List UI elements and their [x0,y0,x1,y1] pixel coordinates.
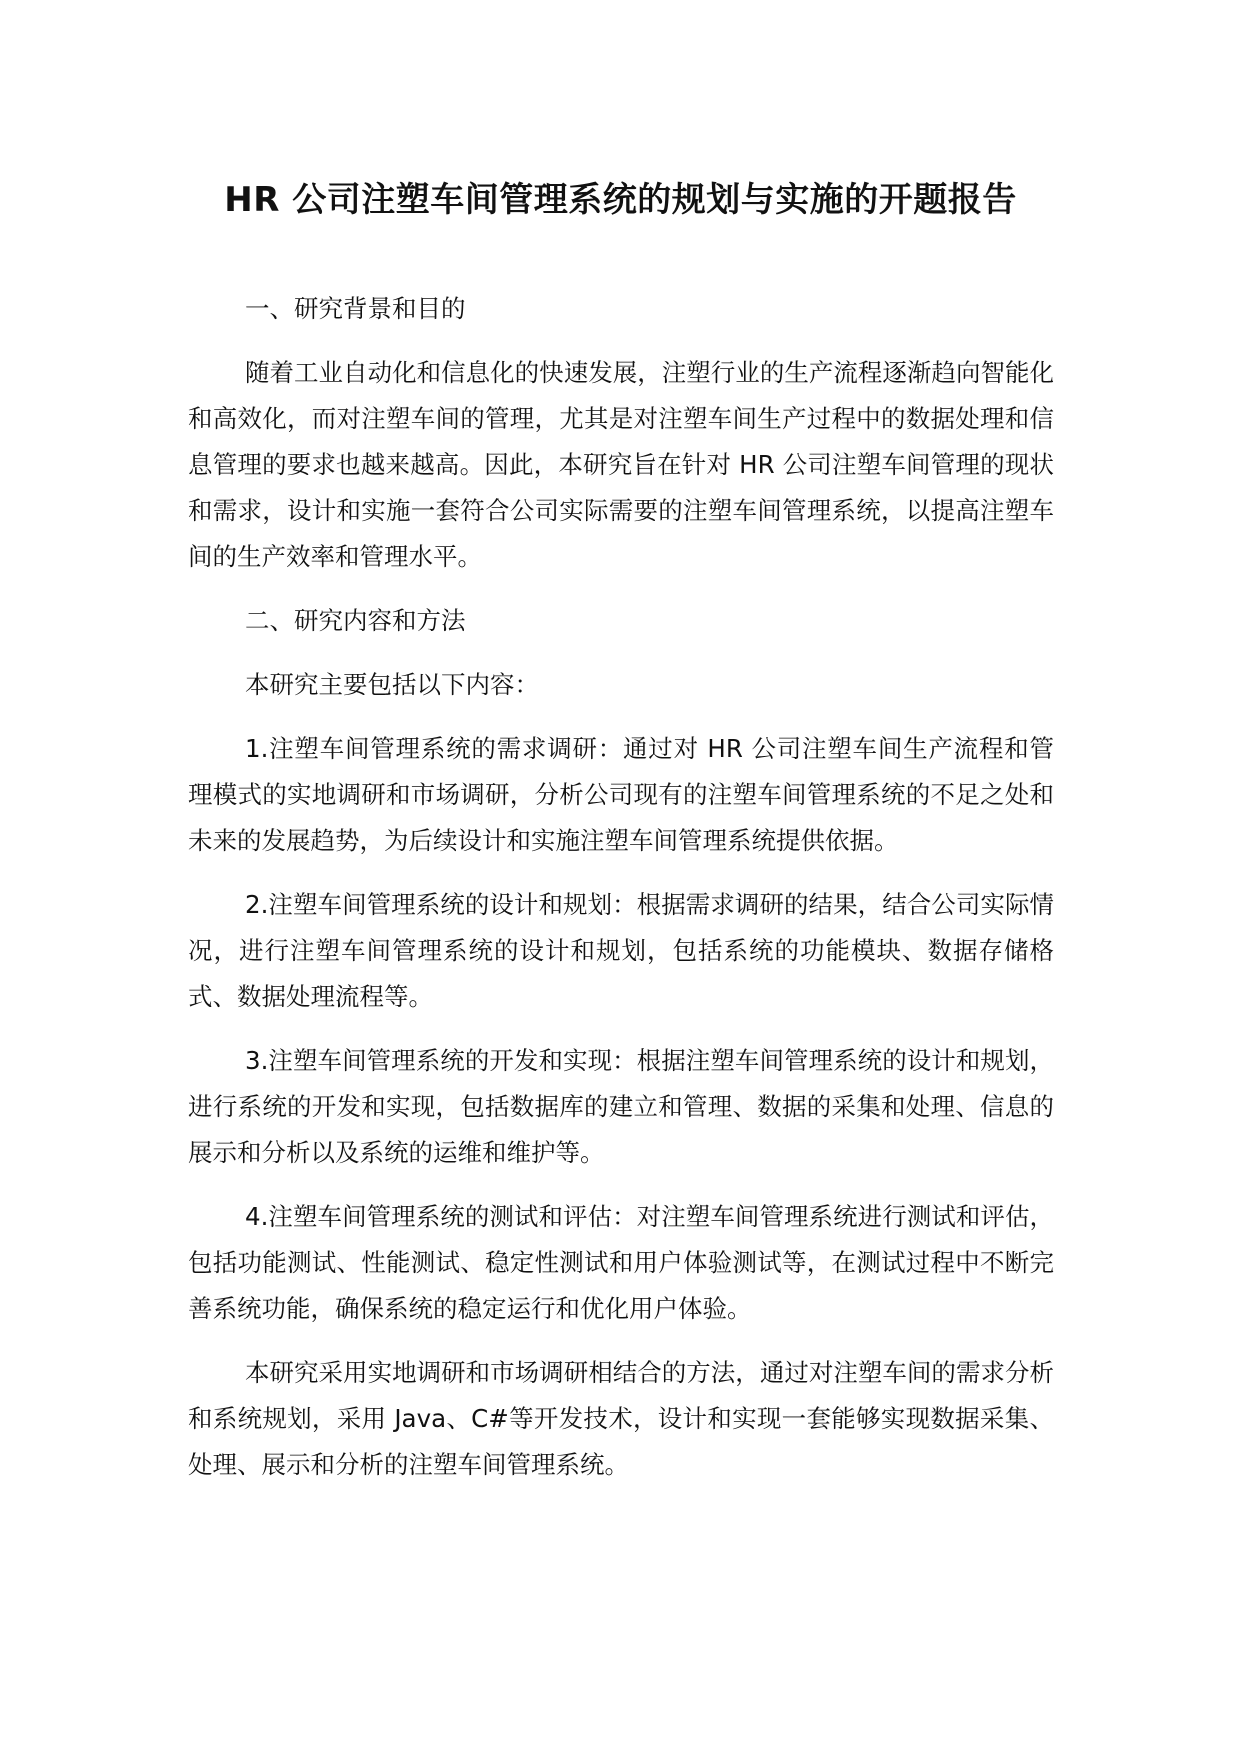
document-body [188,286,1054,1506]
paragraph-methods: 本研究采用实地调研和市场调研相结合的方法，通过对注塑车间的需求分析和系统规划，采用 Java、C#等开发技术，设计和实现一套能够实现数据采集、处理、展示和分析的注塑车间管理系统。 [188,1358,1054,1479]
section-heading-background: 一、研究背景和目的 [245,294,466,323]
list-item-design: 2.注塑车间管理系统的设计和规划：根据需求调研的结果，结合公司实际情况，进行注塑车间管理系统的设计和规划，包括系统的功能模块、数据存储格式、数据处理流程等。 [188,890,1054,1011]
document-title: HR 公司注塑车间管理系统的规划与实施的开题报告 [224,180,1017,220]
list-item-requirements: 1.注塑车间管理系统的需求调研：通过对 HR 公司注塑车间生产流程和管理模式的实地调研和市场调研，分析公司现有的注塑车间管理系统的不足之处和未来的发展趋势，为后续设计和实施注塑车间管理系统提供依据。 [188,734,1054,855]
list-item-testing: 4.注塑车间管理系统的测试和评估：对注塑车间管理系统进行测试和评估，包括功能测试、性能测试、稳定性测试和用户体验测试等，在测试过程中不断完善系统功能，确保系统的稳定运行和优化用户体验。 [188,1202,1054,1323]
list-item-development: 3.注塑车间管理系统的开发和实现：根据注塑车间管理系统的设计和规划，进行系统的开发和实现，包括数据库的建立和管理、数据的采集和处理、信息的展示和分析以及系统的运维和维护等。 [188,1046,1054,1167]
section-heading-content-methods: 二、研究内容和方法 [245,606,466,635]
paragraph-content-intro: 本研究主要包括以下内容： [245,670,539,699]
paragraph-background: 随着工业自动化和信息化的快速发展，注塑行业的生产流程逐渐趋向智能化和高效化，而对注塑车间的管理，尤其是对注塑车间生产过程中的数据处理和信息管理的要求也越来越高。因此，本研究旨在针对 HR 公司注塑车间管理的现状和需求，设计和实施一套符合公司实际需要的注塑车间管理系统，以提高注塑车间的生产效率和管理水平。 [188,358,1054,571]
